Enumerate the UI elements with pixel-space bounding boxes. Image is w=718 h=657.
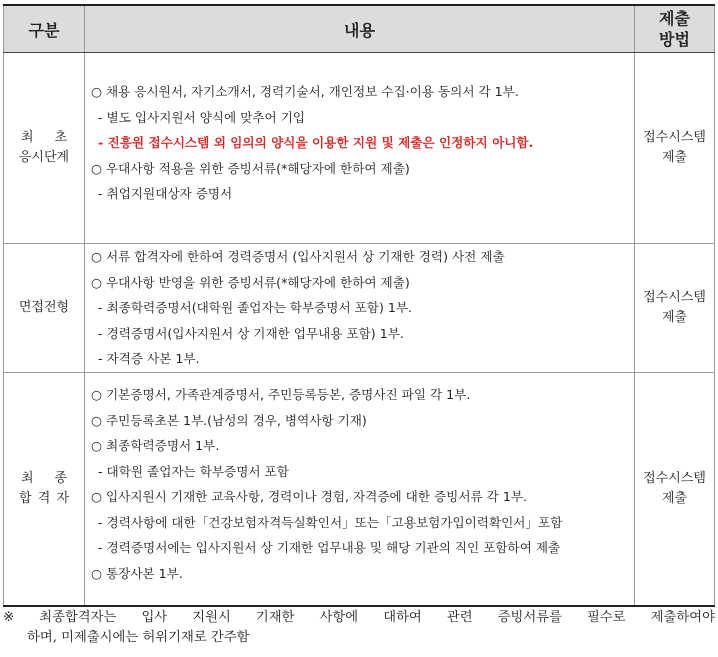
list-item: ○ 최종학력증명서 1부. (91, 438, 220, 453)
list-item: - 자격증 사본 1부. (98, 351, 200, 366)
table-header-row (4, 5, 715, 53)
category-initial-bottom: 응시단계 (18, 150, 70, 165)
list-item: ○ 기본증명서, 가족관계증명서, 주민등록등본, 증명사진 파일 각 1부. (91, 387, 471, 402)
category-final (4, 373, 85, 606)
category-final-top: 최 종 (21, 470, 67, 486)
list-item: ○ 서류 합격자에 한하여 경력증명서 (입사지원서 상 기재한 경력) 사전 제출 (91, 249, 505, 264)
list-item: ○ 주민등록초본 1부.(남성의 경우, 병역사항 기재) (91, 412, 367, 428)
list-item: ○ 우대사항 적용을 위한 증빙서류(*해당자에 한하여 제출) (91, 160, 410, 176)
footnote (3, 608, 715, 648)
header-method-line2: 방법 (659, 30, 690, 49)
category-interview: 면접전형 (4, 244, 85, 373)
category-final-bottom: 합 격 자 (19, 490, 69, 506)
category-initial (4, 53, 85, 244)
list-item: ○ 입사지원시 기재한 교육사항, 경력이나 경험, 자격증에 대한 증빙서류 각 1부. (91, 489, 528, 504)
method-initial: 접수시스템 제출 (635, 53, 715, 244)
list-item: - 별도 입사지원서 양식에 맞추어 기입 (98, 109, 306, 125)
list-item: - 취업지원대상자 증명서 (98, 186, 233, 201)
content-final (85, 373, 635, 606)
content-initial (85, 53, 635, 244)
requirements-table (3, 4, 715, 607)
list-item: - 대학원 졸업자는 학부증명서 포함 (98, 463, 289, 479)
header-category: 구분 (4, 5, 85, 53)
list-item: ○ 우대사항 반영을 위한 증빙서류(*해당자에 한하여 제출) (91, 274, 410, 290)
method-interview: 접수시스템 제출 (635, 244, 715, 373)
table-row-initial (4, 53, 715, 244)
header-method (635, 5, 715, 53)
list-item: ○ 채용 응시원서, 자기소개서, 경력기술서, 개인정보 수집·이용 동의서 각 1부. (91, 84, 519, 99)
footnote-line2: 하며, 미제출시에는 허위기재로 간주함 (27, 630, 250, 645)
list-item: - 경력사항에 대한「건강보험자격득실확인서」또는「고용보험가입이력확인서」포함 (98, 514, 563, 530)
footnote-line1: ※ 최종합격자는 입사 지원시 기재한 사항에 대하여 관련 증빙서류를 필수로 제출하여야 (3, 610, 715, 625)
table-row-final (4, 373, 715, 606)
content-interview (85, 244, 635, 373)
list-item: - 최종학력증명서(대학원 졸업자는 학부증명서 포함) 1부. (98, 300, 413, 315)
header-method-line1: 제출 (659, 9, 690, 28)
list-item: ○ 통장사본 1부. (91, 565, 183, 581)
list-item: - 경력증명서에는 입사지원서 상 기재한 업무내용 및 해당 기관의 직인 포함하여 제출 (98, 540, 561, 555)
list-item: - 경력증명서(입사지원서 상 기재한 업무내용 포함) 1부. (98, 325, 404, 341)
table-row-interview (4, 244, 715, 373)
category-initial-top: 최 초 (21, 130, 67, 145)
warning-text: - 진흥원 접수시스템 외 임의의 양식을 이용한 지원 및 제출은 인정하지 아니함. (98, 135, 534, 150)
method-final: 접수시스템 제출 (635, 373, 715, 606)
header-content: 내용 (85, 5, 635, 53)
